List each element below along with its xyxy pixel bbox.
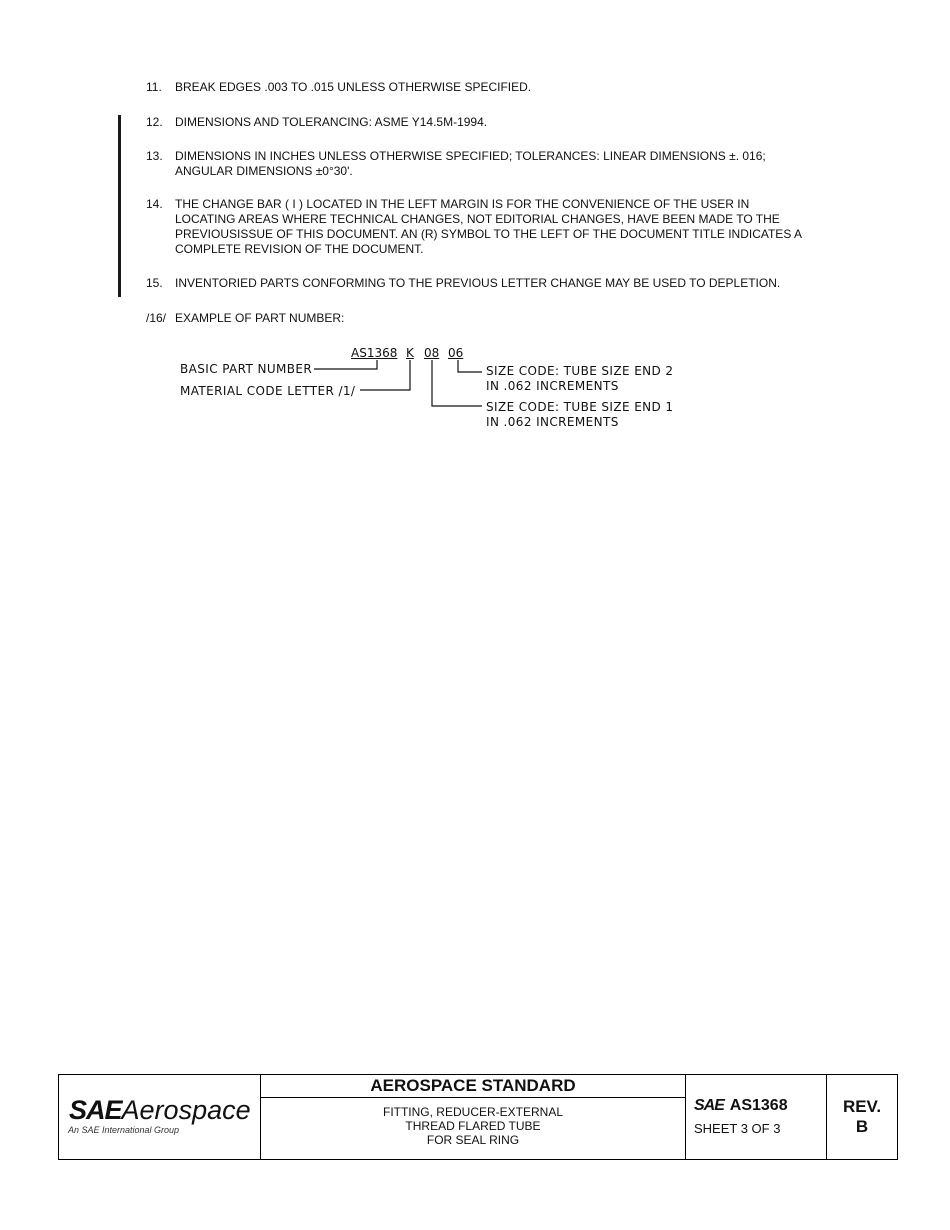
document-heading: AEROSPACE STANDARD bbox=[261, 1075, 685, 1098]
note-text: BREAK EDGES .003 TO .015 UNLESS OTHERWISE SPECIFIED. bbox=[175, 80, 532, 94]
label-end2-line2: IN .062 INCREMENTS bbox=[486, 379, 619, 393]
end1-size-code: 08 bbox=[424, 346, 440, 360]
title-block bbox=[58, 1074, 898, 1160]
note-text: EXAMPLE OF PART NUMBER: bbox=[175, 311, 345, 325]
document-number bbox=[694, 1097, 788, 1115]
part-number-diagram bbox=[170, 340, 710, 440]
change-bar bbox=[118, 115, 121, 297]
material-code: K bbox=[406, 346, 414, 360]
note-text: THE CHANGE BAR ( I ) LOCATED IN THE LEFT MARGIN IS FOR THE CONVENIENCE OF THE USER IN LOCATING AREAS WHERE TECHNICAL CHANGES, NOT EDITORIAL CHANGES, HAVE BEEN MADE TO THE PREVIOUSISSUE OF THIS DOCUMENT. AN (R) SYMBOL TO THE LEFT OF THE DOCUMENT TITLE INDICATES A COMPLETE REVISION OF THE DOCUMENT. bbox=[175, 197, 802, 256]
note-text: DIMENSIONS IN INCHES UNLESS OTHERWISE SPECIFIED; TOLERANCES: LINEAR DIMENSIONS ±. 016; ANGULAR DIMENSIONS ±0°30'. bbox=[175, 149, 766, 178]
sheet-number: SHEET 3 OF 3 bbox=[694, 1121, 781, 1136]
note-number: 15. bbox=[146, 276, 163, 290]
title-line: FOR SEAL RING bbox=[426, 1133, 520, 1147]
note-text: DIMENSIONS AND TOLERANCING: ASME Y14.5M-1994. bbox=[175, 115, 488, 129]
label-basic-part-number: BASIC PART NUMBER bbox=[180, 362, 313, 376]
logo-subtitle: An SAE International Group bbox=[68, 1125, 180, 1135]
sae-aerospace-logo bbox=[59, 1075, 261, 1159]
title-line: FITTING, REDUCER-EXTERNAL bbox=[382, 1105, 563, 1119]
label-material-code: MATERIAL CODE LETTER /1/ bbox=[180, 384, 356, 398]
sae-logo-mark: SAE bbox=[69, 1095, 122, 1125]
revision-value: B bbox=[855, 1117, 869, 1136]
basic-part-number: AS1368 bbox=[351, 346, 398, 360]
document-number-cell bbox=[686, 1075, 827, 1159]
sae-mark-small: SAE bbox=[694, 1097, 724, 1114]
note-number: /16/ bbox=[146, 311, 167, 325]
document-number-text: AS1368 bbox=[729, 1097, 788, 1114]
revision bbox=[827, 1097, 897, 1137]
note-text: INVENTORIED PARTS CONFORMING TO THE PREVIOUS LETTER CHANGE MAY BE USED TO DEPLETION. bbox=[175, 276, 781, 290]
logo-aerospace-text: Aerospace bbox=[121, 1095, 251, 1125]
label-end2-line1: SIZE CODE: TUBE SIZE END 2 bbox=[486, 364, 674, 378]
revision-cell bbox=[827, 1075, 897, 1159]
logo-wordmark bbox=[69, 1095, 251, 1126]
revision-label: REV. bbox=[842, 1097, 882, 1116]
note-number: 13. bbox=[146, 149, 163, 163]
note-number: 11. bbox=[146, 80, 162, 94]
document-title bbox=[261, 1105, 685, 1147]
note-number: 12. bbox=[146, 115, 163, 129]
title-cell bbox=[261, 1075, 686, 1159]
end2-size-code: 06 bbox=[448, 346, 464, 360]
note-number: 14. bbox=[146, 197, 163, 211]
label-end1-line1: SIZE CODE: TUBE SIZE END 1 bbox=[486, 400, 674, 414]
label-end1-line2: IN .062 INCREMENTS bbox=[486, 415, 619, 429]
title-line: THREAD FLARED TUBE bbox=[405, 1119, 541, 1133]
